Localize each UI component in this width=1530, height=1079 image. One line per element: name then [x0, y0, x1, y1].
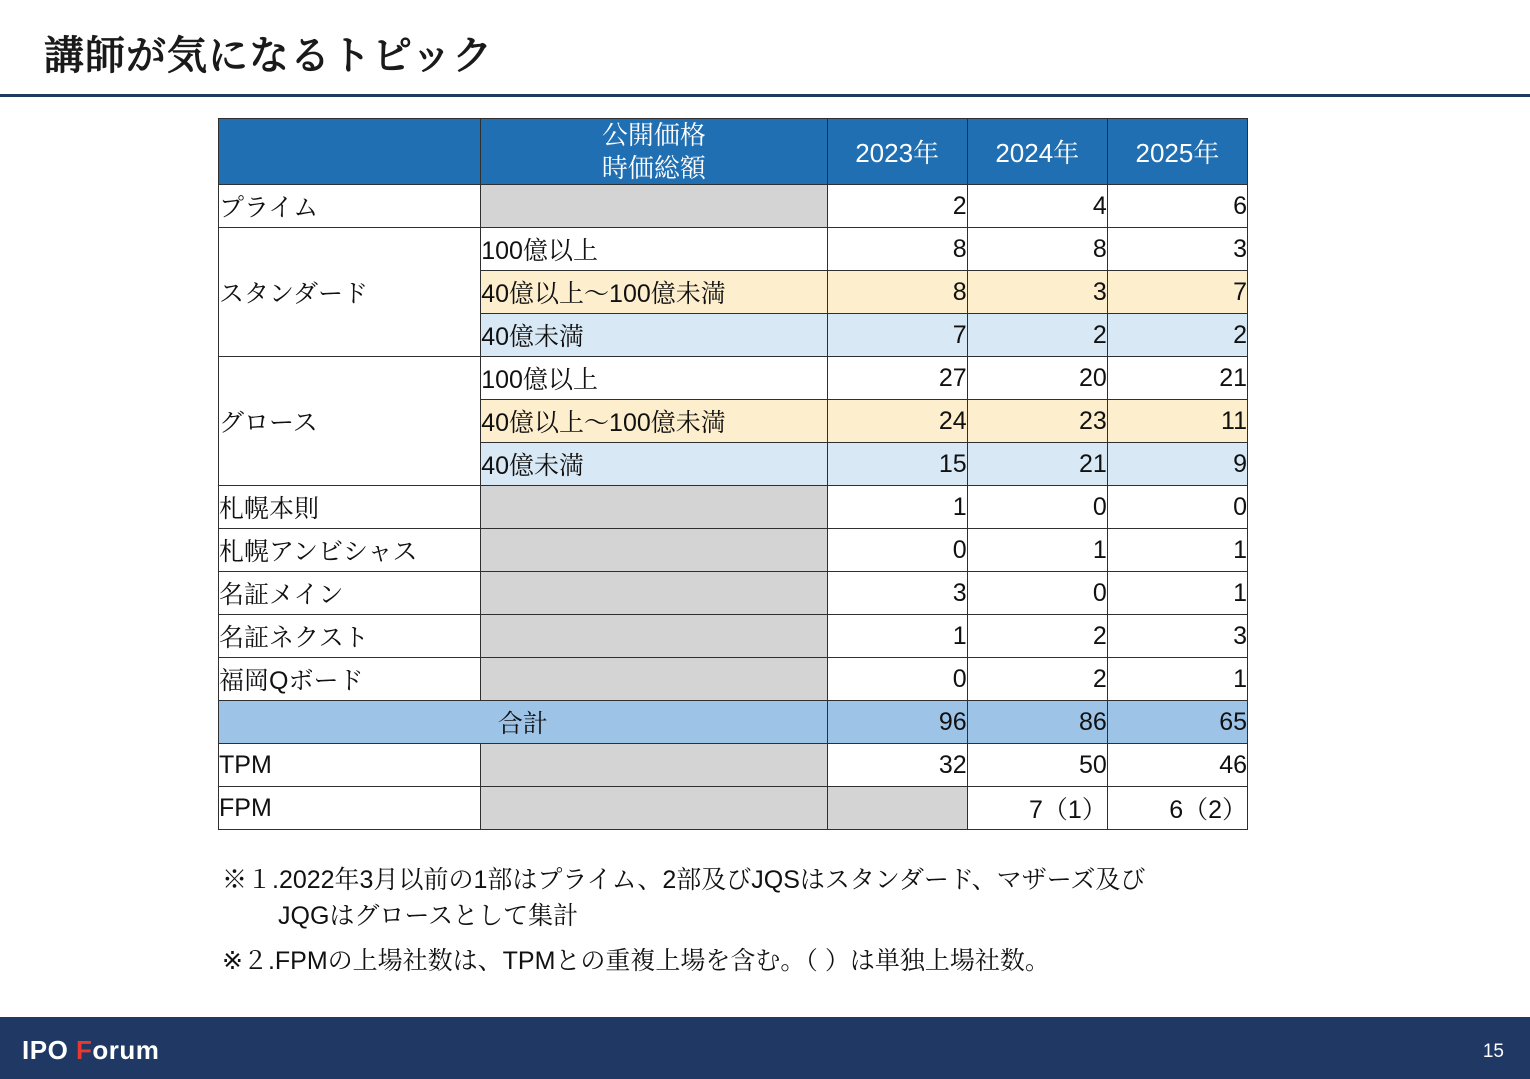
table-row — [219, 486, 1248, 529]
row-market-label: プライム — [219, 185, 481, 228]
header-price-cap-line1: 公開価格 — [601, 120, 706, 150]
table-row — [219, 744, 1248, 787]
row-value-2024: 20 — [967, 357, 1107, 400]
logo-part-f: F — [76, 1035, 93, 1065]
row-value-2023: 3 — [827, 572, 967, 615]
row-value-2025: 0 — [1107, 486, 1247, 529]
row-value-2023: 8 — [827, 228, 967, 271]
row-value-2024: 8 — [967, 228, 1107, 271]
row-band-label — [481, 529, 827, 572]
row-value-2024: 2 — [967, 314, 1107, 357]
ipo-listing-table — [218, 118, 1248, 830]
logo-part-orum: orum — [92, 1035, 160, 1065]
row-value-2024: 0 — [967, 486, 1107, 529]
row-band-label — [481, 572, 827, 615]
row-value-2023: 27 — [827, 357, 967, 400]
row-market-label: 名証ネクスト — [219, 615, 481, 658]
table-row — [219, 658, 1248, 701]
row-value-2023: 0 — [827, 529, 967, 572]
row-band-label: 40億以上～100億未満 — [481, 400, 827, 443]
table-row — [219, 529, 1248, 572]
row-value-2025: 11 — [1107, 400, 1247, 443]
row-value-2023: 1 — [827, 486, 967, 529]
footnote-2: ※２.FPMの上場社数は、TPMとの重複上場を含む。（ ）は単独上場社数。 — [222, 946, 1050, 975]
row-value-2025: 1 — [1107, 529, 1247, 572]
row-market-label: 福岡Qボード — [219, 658, 481, 701]
title-divider — [0, 94, 1530, 97]
row-band-label: 40億以上～100億未満 — [481, 271, 827, 314]
row-market-label: 名証メイン — [219, 572, 481, 615]
row-value-2024: 21 — [967, 443, 1107, 486]
row-value-2025: 2 — [1107, 314, 1247, 357]
row-value-2025: 6 — [1107, 185, 1247, 228]
table-row — [219, 615, 1248, 658]
row-value-2023: 0 — [827, 658, 967, 701]
row-band-label — [481, 185, 827, 228]
total-value-2025: 65 — [1107, 701, 1247, 744]
row-value-2024: 23 — [967, 400, 1107, 443]
header-year-2024: 2024年 — [967, 119, 1107, 185]
row-market-label: スタンダード — [219, 228, 481, 357]
row-value-2023: 1 — [827, 615, 967, 658]
row-market-label: FPM — [219, 787, 481, 830]
row-value-2025: 1 — [1107, 572, 1247, 615]
row-value-2023: 2 — [827, 185, 967, 228]
header-price-cap-line2: 時価総額 — [601, 152, 706, 183]
total-label: 合計 — [219, 701, 828, 744]
row-band-label: 40億未満 — [481, 443, 827, 486]
row-value-2025: 1 — [1107, 658, 1247, 701]
row-band-label — [481, 787, 827, 830]
row-band-label: 40億未満 — [481, 314, 827, 357]
table-total-row — [219, 701, 1248, 744]
row-value-2025: 3 — [1107, 615, 1247, 658]
header-year-2023: 2023年 — [827, 119, 967, 185]
row-band-label: 100億以上 — [481, 357, 827, 400]
row-value-2025: 3 — [1107, 228, 1247, 271]
header-market — [219, 119, 481, 185]
row-value-2023: 32 — [827, 744, 967, 787]
row-value-2023: 7 — [827, 314, 967, 357]
ipo-listing-table-container — [218, 118, 1248, 830]
footnote-1-line1: ※１.2022年3月以前の1部はプライム、2部及びJQSはスタンダード、マザーズ及び — [222, 866, 1146, 894]
row-value-2024: 50 — [967, 744, 1107, 787]
footnote-1-line2: JQGはグロースとして集計 — [278, 902, 579, 931]
row-band-label — [481, 615, 827, 658]
row-value-2024: 4 — [967, 185, 1107, 228]
row-value-2023: 15 — [827, 443, 967, 486]
row-value-2023: 24 — [827, 400, 967, 443]
table-row — [219, 185, 1248, 228]
row-value-2025: 9 — [1107, 443, 1247, 486]
row-value-2025: 21 — [1107, 357, 1247, 400]
table-row — [219, 228, 1248, 271]
row-value-2024: 2 — [967, 615, 1107, 658]
row-value-2023: 8 — [827, 271, 967, 314]
table-row — [219, 572, 1248, 615]
row-value-2025: 7 — [1107, 271, 1247, 314]
row-value-2024: 7（1） — [967, 787, 1107, 830]
row-band-label — [481, 486, 827, 529]
header-year-2025: 2025年 — [1107, 119, 1247, 185]
table-header-row — [219, 119, 1248, 185]
row-band-label — [481, 744, 827, 787]
row-value-2024: 3 — [967, 271, 1107, 314]
footnotes — [222, 862, 1422, 979]
page-number: 15 — [1482, 1041, 1504, 1062]
header-price-cap — [481, 119, 827, 185]
slide-footer — [0, 1017, 1530, 1079]
row-value-2025: 46 — [1107, 744, 1247, 787]
row-value-2024: 0 — [967, 572, 1107, 615]
row-band-label — [481, 658, 827, 701]
row-value-2025: 6（2） — [1107, 787, 1247, 830]
page-title: 講師が気になるトピック — [44, 34, 494, 78]
row-value-2023 — [827, 787, 967, 830]
row-value-2024: 1 — [967, 529, 1107, 572]
row-market-label: グロース — [219, 357, 481, 486]
total-value-2024: 86 — [967, 701, 1107, 744]
row-market-label: TPM — [219, 744, 481, 787]
logo-part-ipo: IPO — [22, 1035, 69, 1065]
row-market-label: 札幌アンビシャス — [219, 529, 481, 572]
table-row — [219, 787, 1248, 830]
table-row — [219, 357, 1248, 400]
total-value-2023: 96 — [827, 701, 967, 744]
ipo-forum-logo — [22, 1035, 159, 1066]
row-value-2024: 2 — [967, 658, 1107, 701]
row-market-label: 札幌本則 — [219, 486, 481, 529]
row-band-label: 100億以上 — [481, 228, 827, 271]
